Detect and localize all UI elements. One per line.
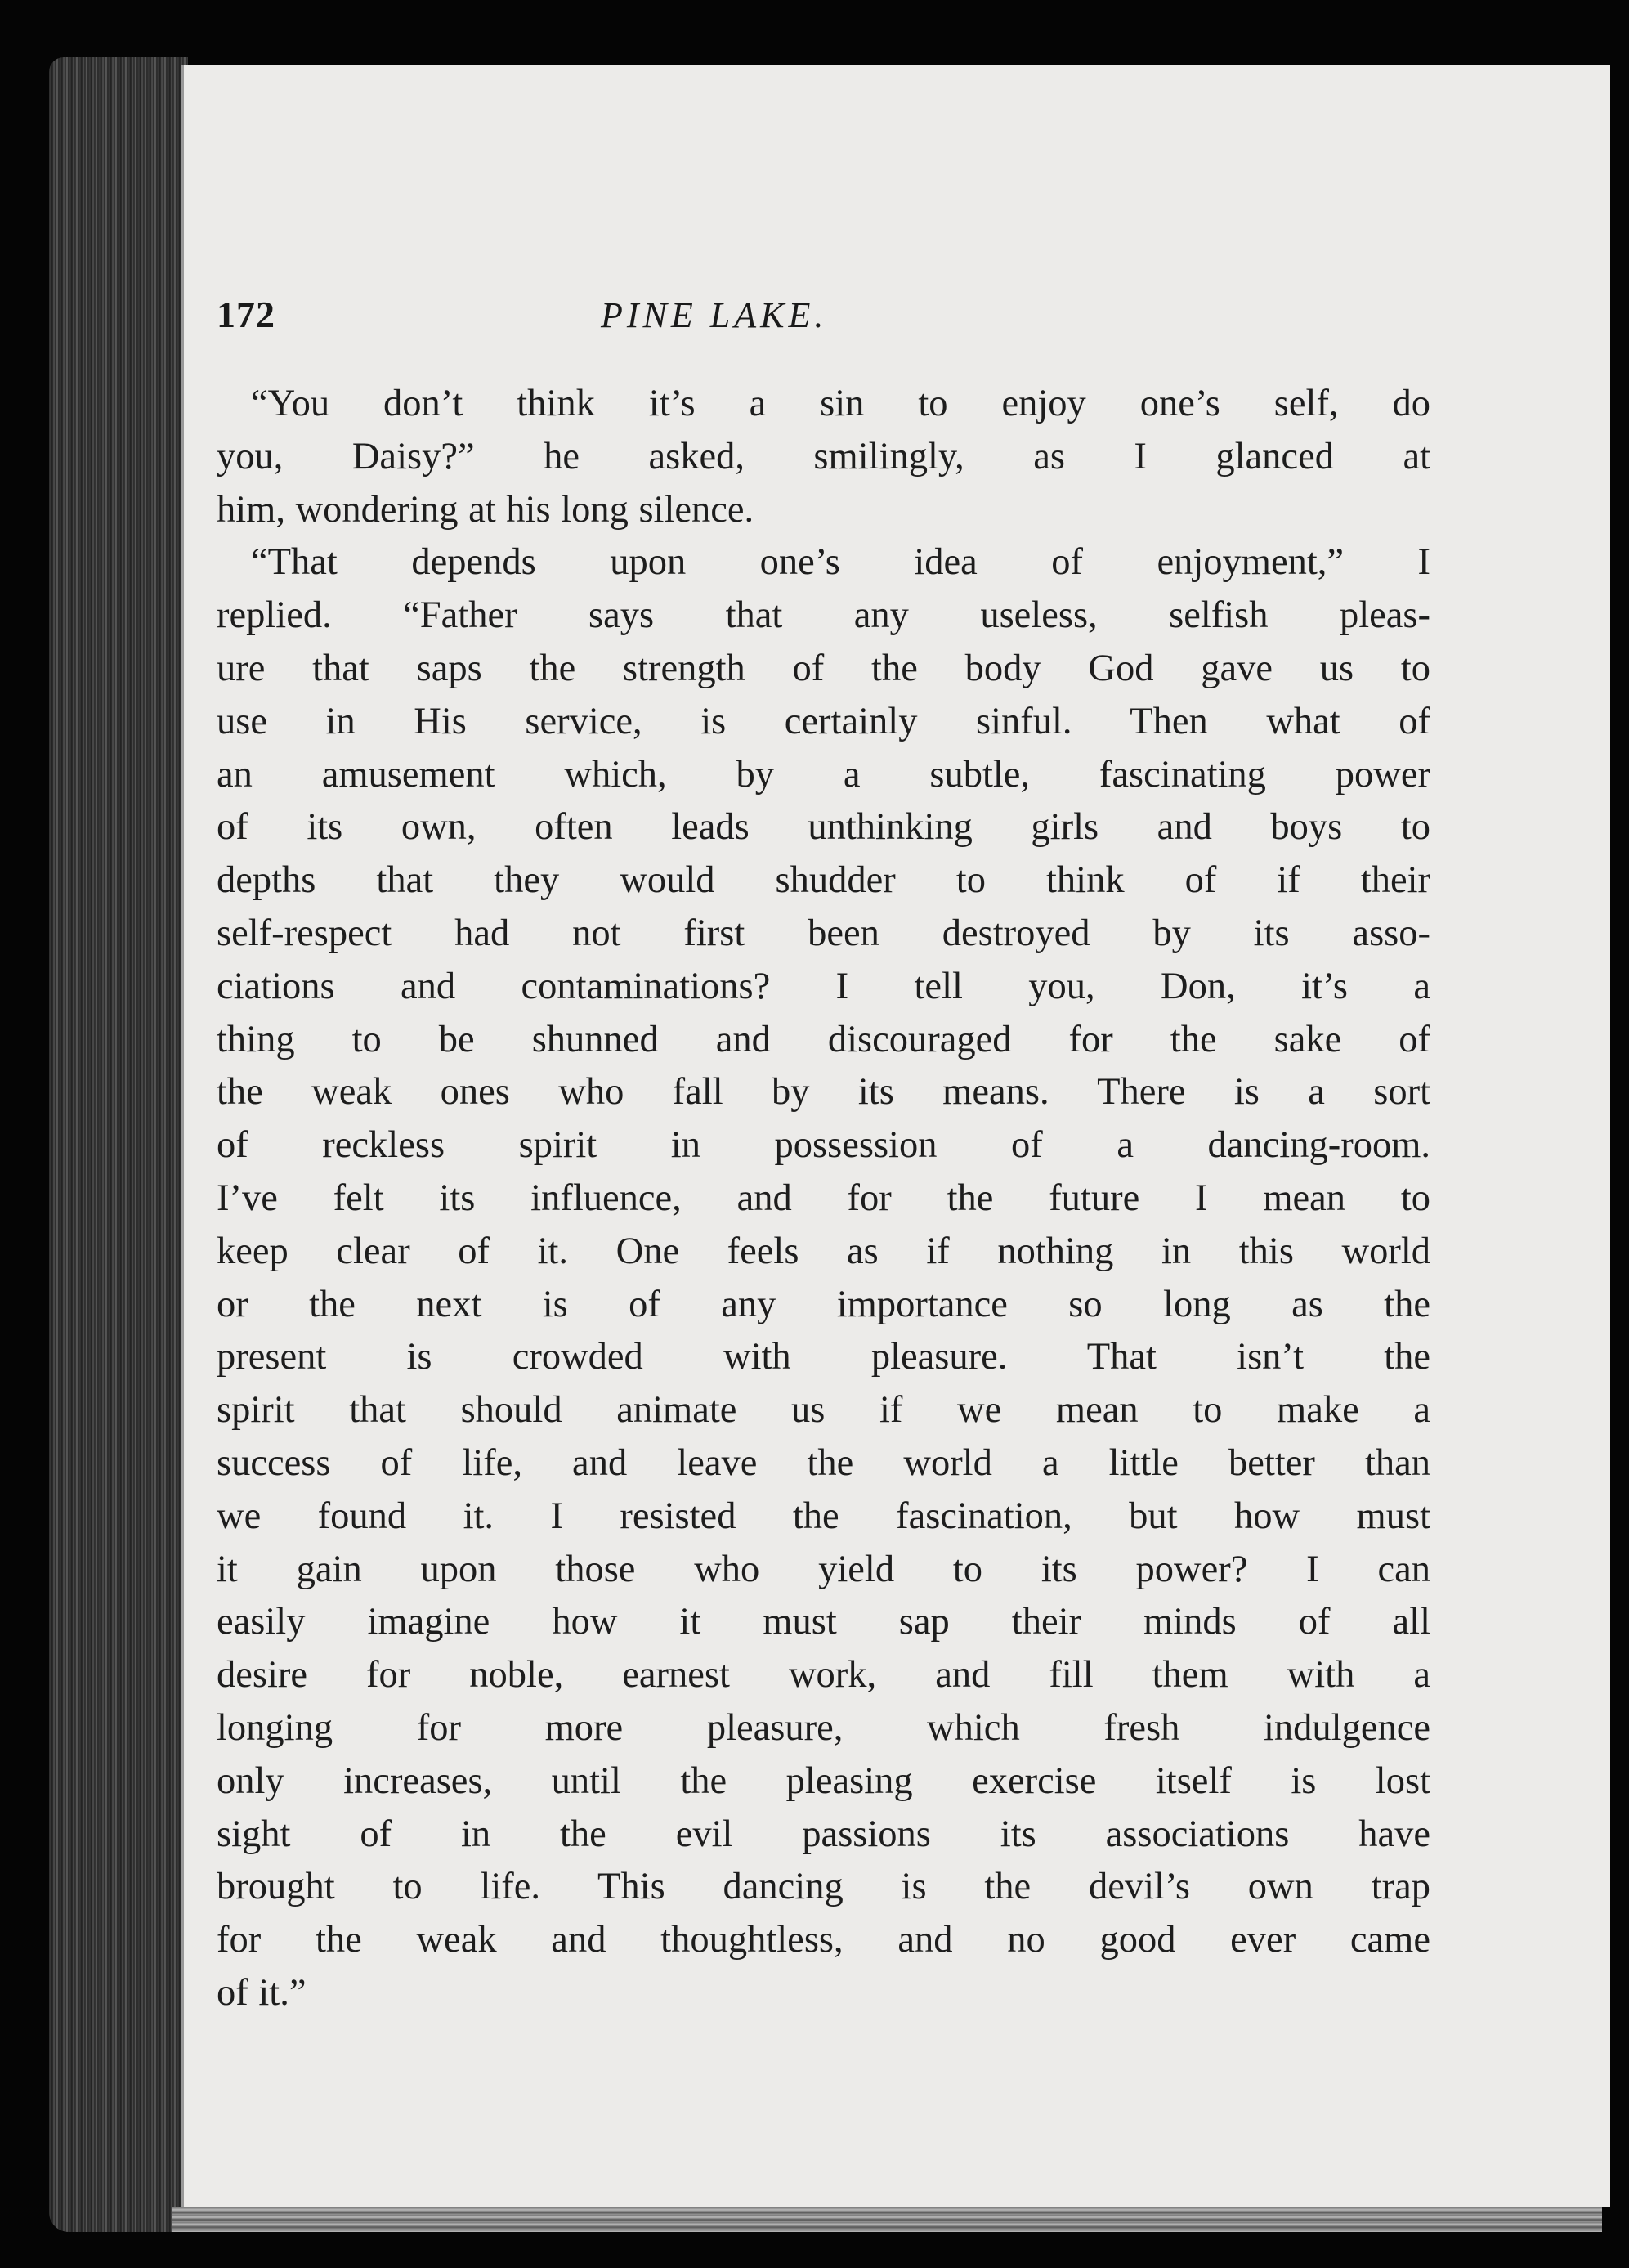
text-line: “That depends upon one’s idea of enjoyment,” I — [251, 541, 1430, 584]
book-bottom-edge — [172, 2207, 1602, 2232]
text-line: present is crowded with pleasure. That isn’t the — [217, 1336, 1430, 1378]
body-text — [217, 378, 1430, 2020]
text-line: longing for more pleasure, which fresh indulgence — [217, 1706, 1430, 1749]
text-line: we found it. I resisted the fascination, but how must — [217, 1495, 1430, 1537]
text-line: brought to life. This dancing is the devil’s own trap — [217, 1866, 1430, 1908]
text-line: I’ve felt its influence, and for the future I mean to — [217, 1177, 1430, 1219]
book-page-edges — [49, 57, 188, 2232]
text-line: of reckless spirit in possession of a dancing-room. — [217, 1124, 1430, 1167]
text-line: for the weak and thoughtless, and no good ever came — [217, 1919, 1430, 1961]
text-line: of its own, often leads unthinking girls and boys to — [217, 806, 1430, 849]
text-line: an amusement which, by a subtle, fascinating power — [217, 753, 1430, 796]
text-line: desire for noble, earnest work, and fill them with a — [217, 1654, 1430, 1697]
text-line: only increases, until the pleasing exercise itself is lost — [217, 1759, 1430, 1802]
text-line: him, wondering at his long silence. — [217, 488, 754, 531]
text-line: depths that they would shudder to think of if their — [217, 859, 1430, 902]
text-line: you, Daisy?” he asked, smilingly, as I glanced at — [217, 435, 1430, 477]
text-line: of it.” — [217, 1971, 307, 2014]
text-line: “You don’t think it’s a sin to enjoy one’s self, do — [251, 383, 1430, 424]
text-line: or the next is of any importance so long as the — [217, 1283, 1430, 1325]
text-line: replied. “Father says that any useless, selfish pleas- — [217, 594, 1430, 637]
text-line: use in His service, is certainly sinful. Then what of — [217, 700, 1430, 742]
text-line: ure that saps the strength of the body God gave us to — [217, 647, 1430, 689]
text-line: spirit that should animate us if we mean to make a — [217, 1389, 1430, 1432]
text-line: easily imagine how it must sap their minds of all — [217, 1601, 1430, 1643]
running-head — [217, 293, 1426, 350]
text-line: the weak ones who fall by its means. There is a sort — [217, 1071, 1430, 1114]
page-number: 172 — [217, 294, 275, 335]
text-line: thing to be shunned and discouraged for the sake of — [217, 1018, 1430, 1060]
text-line: ciations and contaminations? I tell you, Don, it’s a — [217, 965, 1430, 1007]
text-line: keep clear of it. One feels as if nothing in this world — [217, 1230, 1430, 1272]
text-line: success of life, and leave the world a little better than — [217, 1441, 1430, 1484]
text-line: it gain upon those who yield to its power? I can — [217, 1548, 1430, 1590]
text-line: sight of in the evil passions its associations have — [217, 1813, 1430, 1855]
running-title: PINE LAKE. — [601, 295, 828, 335]
text-line: self-respect had not first been destroyed by its asso- — [217, 912, 1430, 954]
